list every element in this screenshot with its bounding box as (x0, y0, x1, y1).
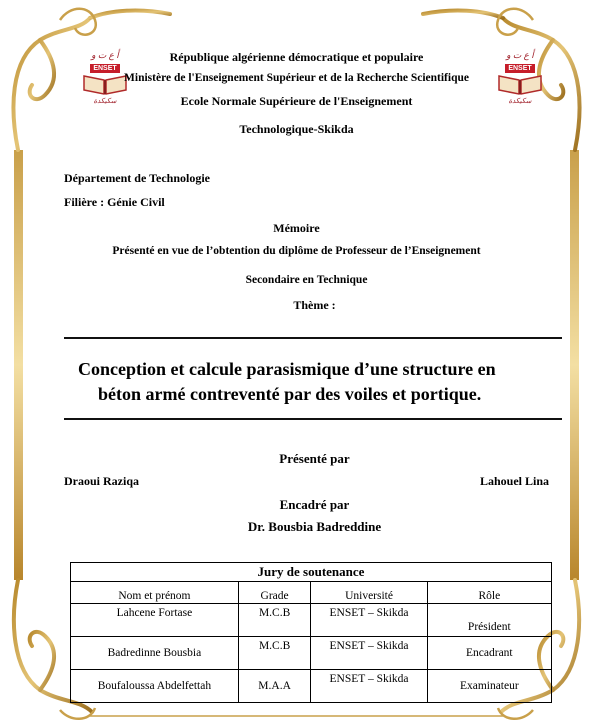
theme-label: Thème : (293, 298, 336, 312)
jury-caption: Jury de soutenance (71, 563, 552, 582)
logo-arc-text: ﺃ ﻉ ﺕ ﻭ (91, 50, 119, 60)
department-label: Département de Technologie (64, 171, 210, 185)
jury-role-cell: Encadrant (427, 637, 551, 670)
logo-arabic-caption: ﺳﻜﻴﻜﺪﺓ (508, 97, 532, 105)
header-name: Nom et prénom (71, 582, 239, 604)
memoire-title: Mémoire (273, 221, 320, 235)
author-1: Draoui Raziqa (64, 474, 139, 488)
table-row (71, 637, 552, 670)
thesis-title-line2: béton armé contreventé par des voiles et portique. (98, 384, 482, 404)
jury-name-cell: Badredinne Bousbia (71, 637, 239, 670)
logo-arc-text: ﺃ ﻉ ﺕ ﻭ (506, 50, 534, 60)
title-rule-top (64, 337, 562, 339)
jury-grade-cell: M.C.B (238, 604, 311, 637)
header-ministry: Ministère de l'Enseignement Supérieur et de la Recherche Scientifique (124, 72, 469, 84)
memoire-purpose-line1: Présenté en vue de l’obtention du diplôme de Professeur de l’Enseignement (112, 245, 481, 257)
logo-badge: ENSET (90, 64, 120, 73)
jury-grade-cell: M.C.B (238, 637, 311, 670)
presented-by-label: Présenté par (279, 451, 350, 466)
jury-grade-cell: M.A.A (238, 670, 311, 703)
jury-university-cell: ENSET – Skikda (311, 604, 427, 637)
jury-table (70, 562, 552, 703)
jury-role-cell: Président (427, 604, 551, 637)
jury-caption-row (71, 563, 552, 582)
jury-university-cell: ENSET – Skikda (311, 637, 427, 670)
header-university: Université (311, 582, 427, 604)
author-2: Lahouel Lina (480, 474, 550, 488)
thesis-title-line1: Conception et calcule parasismique d’une structure en (78, 359, 496, 379)
jury-role-cell: Examinateur (427, 670, 551, 703)
supervised-by-label: Encadré par (279, 497, 350, 512)
header-grade: Grade (238, 582, 311, 604)
header-school: Ecole Normale Supérieure de l'Enseignement (180, 94, 413, 108)
memoire-purpose-line2: Secondaire en Technique (245, 274, 368, 286)
jury-name-cell: Boufaloussa Abdelfettah (71, 670, 239, 703)
header-role: Rôle (427, 582, 551, 604)
title-rule-bottom (64, 418, 562, 420)
header-location: Technologique-Skikda (239, 122, 354, 136)
table-row (71, 670, 552, 703)
jury-name-cell: Lahcene Fortase (71, 604, 239, 637)
logo-arabic-caption: ﺳﻜﻴﻜﺪﺓ (93, 97, 117, 105)
jury-university-cell: ENSET – Skikda (311, 670, 427, 703)
header-republic: République algérienne démocratique et populaire (169, 50, 424, 64)
table-row (71, 604, 552, 637)
supervisor-name: Dr. Bousbia Badreddine (247, 519, 382, 534)
logo-badge: ENSET (505, 64, 535, 73)
jury-header-row (71, 582, 552, 604)
filiere-label: Filière : Génie Civil (64, 195, 165, 209)
